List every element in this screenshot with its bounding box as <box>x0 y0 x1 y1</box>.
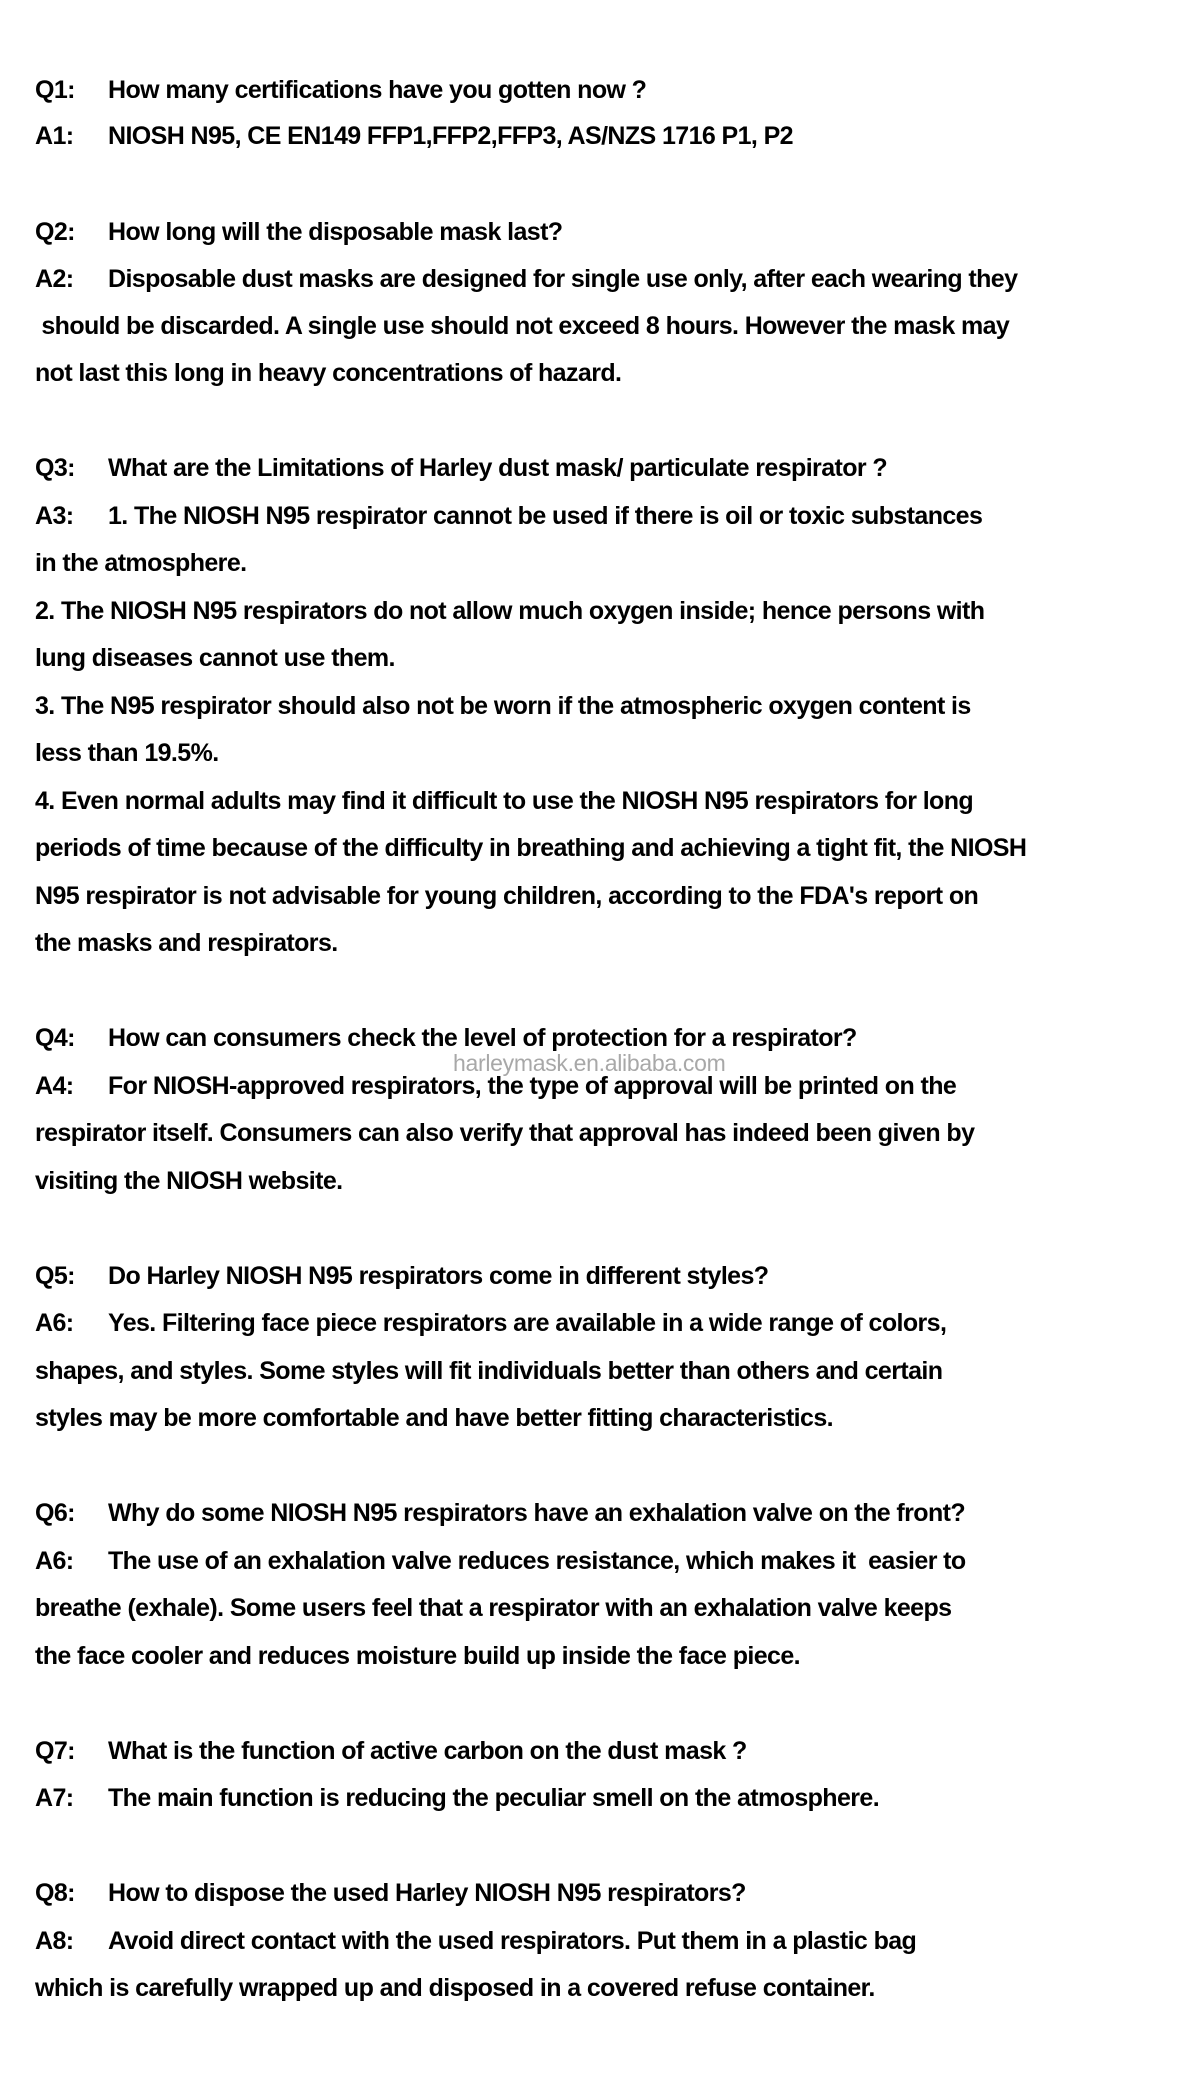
question-label: Q6: <box>35 1499 75 1527</box>
question-label: Q5: <box>35 1262 75 1290</box>
answer-4-line: visiting the NIOSH website. <box>35 1167 343 1195</box>
question-1 <box>35 75 646 105</box>
answer-6-line: breathe (exhale). Some users feel that a respirator with an exhalation valve keeps <box>35 1594 952 1622</box>
question-2 <box>35 217 562 247</box>
answer-text: Disposable dust masks are designed for single use only, after each wearing they <box>108 265 1018 293</box>
question-text: How many certifications have you gotten now ? <box>108 76 647 104</box>
answer-3 <box>35 501 982 531</box>
answer-3-line: 3. The N95 respirator should also not be worn if the atmospheric oxygen content is <box>35 692 971 720</box>
question-3 <box>35 453 887 483</box>
question-text: What is the function of active carbon on the dust mask ? <box>108 1737 747 1765</box>
answer-2-line: should be discarded. A single use should not exceed 8 hours. However the mask may <box>35 312 1010 340</box>
answer-3-line: less than 19.5%. <box>35 739 219 767</box>
answer-8 <box>35 1926 916 1956</box>
answer-7 <box>35 1783 879 1813</box>
answer-3-line: lung diseases cannot use them. <box>35 644 395 672</box>
answer-label: A2: <box>35 265 74 293</box>
question-text: How to dispose the used Harley NIOSH N95 respirators? <box>108 1879 746 1907</box>
answer-2-line: not last this long in heavy concentrations of hazard. <box>35 359 622 387</box>
question-8 <box>35 1878 746 1908</box>
answer-8-line: which is carefully wrapped up and disposed in a covered refuse container. <box>35 1974 875 2002</box>
answer-3-line: the masks and respirators. <box>35 929 338 957</box>
question-text: How long will the disposable mask last? <box>108 218 563 246</box>
answer-2 <box>35 264 1017 294</box>
question-label: Q7: <box>35 1737 75 1765</box>
answer-text: Avoid direct contact with the used respirators. Put them in a plastic bag <box>108 1927 917 1955</box>
answer-text: The use of an exhalation valve reduces resistance, which makes it easier to <box>108 1547 966 1575</box>
answer-3-line: in the atmosphere. <box>35 549 247 577</box>
answer-5-line: styles may be more comfortable and have better fitting characteristics. <box>35 1404 833 1432</box>
question-7 <box>35 1736 747 1766</box>
question-label: Q8: <box>35 1879 75 1907</box>
answer-text: NIOSH N95, CE EN149 FFP1,FFP2,FFP3, AS/NZS 1716 P1, P2 <box>108 122 793 150</box>
answer-label: A7: <box>35 1784 74 1812</box>
answer-4-line: respirator itself. Consumers can also verify that approval has indeed been given by <box>35 1119 975 1147</box>
answer-3-line: N95 respirator is not advisable for young children, according to the FDA's report on <box>35 882 979 910</box>
answer-3-line: 2. The NIOSH N95 respirators do not allow much oxygen inside; hence persons with <box>35 597 985 625</box>
question-5 <box>35 1261 768 1291</box>
question-6 <box>35 1498 965 1528</box>
answer-1 <box>35 121 793 151</box>
answer-5 <box>35 1308 946 1338</box>
answer-6 <box>35 1546 966 1576</box>
question-text: What are the Limitations of Harley dust mask/ particulate respirator ? <box>108 454 888 482</box>
answer-text: For NIOSH-approved respirators, the type of approval will be printed on the <box>108 1072 957 1100</box>
answer-6-line: the face cooler and reduces moisture build up inside the face piece. <box>35 1642 800 1670</box>
watermark: harleymask.en.alibaba.com <box>453 1050 726 1076</box>
answer-3-line: 4. Even normal adults may find it difficult to use the NIOSH N95 respirators for long <box>35 787 974 815</box>
question-4 <box>35 1023 857 1053</box>
answer-label: A4: <box>35 1072 74 1100</box>
question-label: Q2: <box>35 218 75 246</box>
question-label: Q1: <box>35 76 75 104</box>
question-text: Do Harley NIOSH N95 respirators come in different styles? <box>108 1262 769 1290</box>
answer-5-line: shapes, and styles. Some styles will fit individuals better than others and certain <box>35 1357 943 1385</box>
answer-label: A8: <box>35 1927 74 1955</box>
answer-label: A3: <box>35 502 74 530</box>
question-text: Why do some NIOSH N95 respirators have an exhalation valve on the front? <box>108 1499 966 1527</box>
answer-label: A6: <box>35 1309 74 1337</box>
question-label: Q4: <box>35 1024 75 1052</box>
answer-3-line: periods of time because of the difficulty in breathing and achieving a tight fit, the NIOSH <box>35 834 1027 862</box>
answer-label: A6: <box>35 1547 74 1575</box>
answer-text: Yes. Filtering face piece respirators are available in a wide range of colors, <box>108 1309 947 1337</box>
answer-text: 1. The NIOSH N95 respirator cannot be used if there is oil or toxic substances <box>108 502 983 530</box>
answer-4 <box>35 1071 956 1101</box>
answer-label: A1: <box>35 122 74 150</box>
question-text: How can consumers check the level of protection for a respirator? <box>108 1024 857 1052</box>
question-label: Q3: <box>35 454 75 482</box>
answer-text: The main function is reducing the peculiar smell on the atmosphere. <box>108 1784 880 1812</box>
